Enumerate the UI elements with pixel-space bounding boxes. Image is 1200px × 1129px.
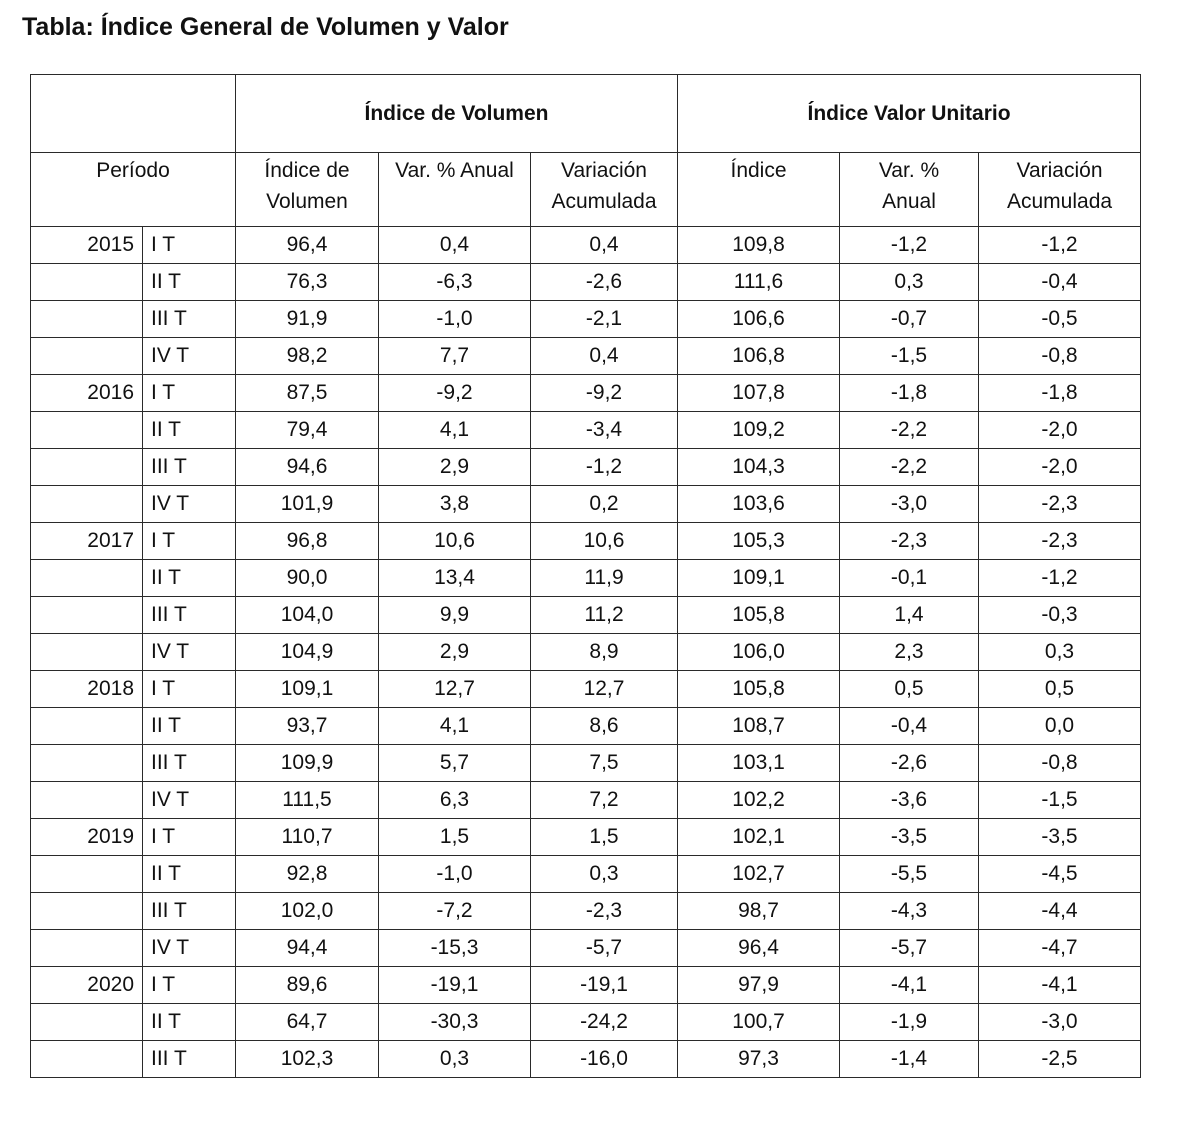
quarter-cell: I T: [143, 819, 236, 856]
vol-var-anual-cell: 3,8: [379, 486, 531, 523]
vol-var-anual-cell: 12,7: [379, 671, 531, 708]
table-row: [31, 412, 1141, 449]
table-row: [31, 597, 1141, 634]
vol-var-anual-cell: -1,0: [379, 856, 531, 893]
column-header-line: Var. %: [878, 159, 940, 182]
vol-var-acum-cell: 1,5: [531, 819, 678, 856]
vol-var-anual-cell: -15,3: [379, 930, 531, 967]
vol-var-anual-cell: 10,6: [379, 523, 531, 560]
year-cell: [31, 597, 143, 634]
quarter-cell: I T: [143, 967, 236, 1004]
quarter-cell: IV T: [143, 634, 236, 671]
vol-indice-cell: 96,8: [236, 523, 379, 560]
group-header-volumen: Índice de Volumen: [236, 75, 678, 153]
val-indice-cell: 106,6: [678, 301, 840, 338]
table-row: [31, 449, 1141, 486]
val-var-acum-cell: -3,0: [979, 1004, 1141, 1041]
table-row: [31, 523, 1141, 560]
quarter-cell: I T: [143, 671, 236, 708]
vol-indice-cell: 109,9: [236, 745, 379, 782]
vol-indice-cell: 64,7: [236, 1004, 379, 1041]
val-indice-cell: 106,8: [678, 338, 840, 375]
table-body: [31, 227, 1141, 1078]
vol-var-anual-cell: 0,3: [379, 1041, 531, 1078]
val-var-anual-cell: -1,5: [840, 338, 979, 375]
val-var-anual-cell: -2,2: [840, 412, 979, 449]
vol-var-acum-cell: -19,1: [531, 967, 678, 1004]
year-cell: [31, 449, 143, 486]
val-var-acum-cell: -1,2: [979, 560, 1141, 597]
vol-indice-cell: 110,7: [236, 819, 379, 856]
table-row: [31, 1004, 1141, 1041]
quarter-cell: IV T: [143, 486, 236, 523]
vol-var-acum-cell: 11,2: [531, 597, 678, 634]
val-indice-cell: 108,7: [678, 708, 840, 745]
val-var-anual-cell: -3,5: [840, 819, 979, 856]
column-header-vol-indice: [236, 153, 379, 227]
val-var-anual-cell: -5,7: [840, 930, 979, 967]
year-cell: [31, 1004, 143, 1041]
group-header-row: [31, 75, 1141, 153]
vol-var-acum-cell: 8,6: [531, 708, 678, 745]
vol-var-anual-cell: 2,9: [379, 634, 531, 671]
column-header-line: Variación: [1016, 159, 1103, 182]
vol-var-anual-cell: -19,1: [379, 967, 531, 1004]
year-cell: [31, 560, 143, 597]
val-var-acum-cell: -2,3: [979, 486, 1141, 523]
val-var-acum-cell: 0,0: [979, 708, 1141, 745]
quarter-cell: IV T: [143, 930, 236, 967]
val-var-anual-cell: 2,3: [840, 634, 979, 671]
table-row: [31, 338, 1141, 375]
val-var-acum-cell: -3,5: [979, 819, 1141, 856]
table-row: [31, 227, 1141, 264]
quarter-cell: I T: [143, 227, 236, 264]
year-cell: [31, 634, 143, 671]
val-var-anual-cell: -1,9: [840, 1004, 979, 1041]
vol-var-acum-cell: -2,6: [531, 264, 678, 301]
vol-indice-cell: 98,2: [236, 338, 379, 375]
val-indice-cell: 109,8: [678, 227, 840, 264]
vol-indice-cell: 87,5: [236, 375, 379, 412]
val-var-anual-cell: -1,4: [840, 1041, 979, 1078]
vol-var-anual-cell: 9,9: [379, 597, 531, 634]
column-header-line: Acumulada: [1006, 190, 1113, 213]
val-indice-cell: 111,6: [678, 264, 840, 301]
vol-var-anual-cell: 2,9: [379, 449, 531, 486]
vol-indice-cell: 94,6: [236, 449, 379, 486]
table-row: [31, 967, 1141, 1004]
year-cell: [31, 301, 143, 338]
val-var-acum-cell: -0,8: [979, 338, 1141, 375]
year-cell: 2015: [31, 227, 143, 264]
val-var-acum-cell: 0,3: [979, 634, 1141, 671]
vol-indice-cell: 79,4: [236, 412, 379, 449]
val-var-anual-cell: -4,1: [840, 967, 979, 1004]
column-header-row: [31, 153, 1141, 227]
quarter-cell: III T: [143, 301, 236, 338]
year-cell: 2019: [31, 819, 143, 856]
year-cell: 2018: [31, 671, 143, 708]
year-cell: [31, 264, 143, 301]
val-var-anual-cell: -3,0: [840, 486, 979, 523]
year-cell: [31, 930, 143, 967]
vol-var-anual-cell: -1,0: [379, 301, 531, 338]
val-var-acum-cell: -2,3: [979, 523, 1141, 560]
quarter-cell: II T: [143, 1004, 236, 1041]
table-row: [31, 819, 1141, 856]
val-var-anual-cell: 0,5: [840, 671, 979, 708]
year-cell: [31, 708, 143, 745]
vol-var-acum-cell: 7,2: [531, 782, 678, 819]
quarter-cell: II T: [143, 560, 236, 597]
val-indice-cell: 107,8: [678, 375, 840, 412]
vol-indice-cell: 76,3: [236, 264, 379, 301]
table-header: [31, 75, 1141, 227]
vol-var-anual-cell: 4,1: [379, 708, 531, 745]
year-cell: [31, 338, 143, 375]
val-var-anual-cell: -0,7: [840, 301, 979, 338]
column-header-vol-var-anual: Var. % Anual: [379, 153, 531, 227]
val-var-acum-cell: -0,8: [979, 745, 1141, 782]
quarter-cell: I T: [143, 523, 236, 560]
quarter-cell: I T: [143, 375, 236, 412]
val-var-anual-cell: -2,2: [840, 449, 979, 486]
vol-indice-cell: 90,0: [236, 560, 379, 597]
table-row: [31, 560, 1141, 597]
table-row: [31, 745, 1141, 782]
quarter-cell: II T: [143, 708, 236, 745]
val-indice-cell: 103,6: [678, 486, 840, 523]
year-cell: [31, 856, 143, 893]
vol-var-acum-cell: 10,6: [531, 523, 678, 560]
vol-var-acum-cell: -3,4: [531, 412, 678, 449]
table-row: [31, 301, 1141, 338]
val-var-acum-cell: -1,8: [979, 375, 1141, 412]
val-var-acum-cell: 0,5: [979, 671, 1141, 708]
vol-var-acum-cell: 12,7: [531, 671, 678, 708]
val-var-acum-cell: -2,0: [979, 449, 1141, 486]
table-row: [31, 893, 1141, 930]
quarter-cell: IV T: [143, 782, 236, 819]
val-var-acum-cell: -0,5: [979, 301, 1141, 338]
vol-indice-cell: 94,4: [236, 930, 379, 967]
vol-var-anual-cell: -7,2: [379, 893, 531, 930]
vol-indice-cell: 111,5: [236, 782, 379, 819]
vol-var-anual-cell: 4,1: [379, 412, 531, 449]
year-cell: [31, 1041, 143, 1078]
val-indice-cell: 97,3: [678, 1041, 840, 1078]
val-var-acum-cell: -4,1: [979, 967, 1141, 1004]
column-header-periodo: Período: [31, 153, 236, 227]
vol-var-acum-cell: -9,2: [531, 375, 678, 412]
quarter-cell: III T: [143, 597, 236, 634]
val-var-anual-cell: -5,5: [840, 856, 979, 893]
val-var-acum-cell: -4,5: [979, 856, 1141, 893]
year-cell: [31, 486, 143, 523]
val-var-anual-cell: 1,4: [840, 597, 979, 634]
val-var-anual-cell: 0,3: [840, 264, 979, 301]
vol-var-acum-cell: -16,0: [531, 1041, 678, 1078]
index-table: [30, 74, 1141, 1078]
table-row: [31, 1041, 1141, 1078]
val-indice-cell: 104,3: [678, 449, 840, 486]
val-var-acum-cell: -4,4: [979, 893, 1141, 930]
year-cell: [31, 782, 143, 819]
val-var-acum-cell: -0,4: [979, 264, 1141, 301]
vol-indice-cell: 93,7: [236, 708, 379, 745]
column-header-line: Índice de: [264, 159, 350, 182]
vol-indice-cell: 96,4: [236, 227, 379, 264]
val-indice-cell: 96,4: [678, 930, 840, 967]
table-row: [31, 930, 1141, 967]
val-indice-cell: 109,2: [678, 412, 840, 449]
vol-var-anual-cell: -30,3: [379, 1004, 531, 1041]
vol-indice-cell: 91,9: [236, 301, 379, 338]
val-var-anual-cell: -4,3: [840, 893, 979, 930]
val-var-anual-cell: -0,1: [840, 560, 979, 597]
year-cell: [31, 745, 143, 782]
val-indice-cell: 106,0: [678, 634, 840, 671]
vol-indice-cell: 102,0: [236, 893, 379, 930]
vol-var-acum-cell: 0,3: [531, 856, 678, 893]
val-indice-cell: 102,2: [678, 782, 840, 819]
quarter-cell: III T: [143, 893, 236, 930]
val-var-anual-cell: -2,3: [840, 523, 979, 560]
val-var-acum-cell: -2,0: [979, 412, 1141, 449]
vol-var-acum-cell: 0,2: [531, 486, 678, 523]
val-var-acum-cell: -2,5: [979, 1041, 1141, 1078]
quarter-cell: II T: [143, 264, 236, 301]
vol-var-acum-cell: -1,2: [531, 449, 678, 486]
val-indice-cell: 105,8: [678, 671, 840, 708]
quarter-cell: II T: [143, 856, 236, 893]
vol-var-anual-cell: 5,7: [379, 745, 531, 782]
vol-indice-cell: 92,8: [236, 856, 379, 893]
val-var-anual-cell: -3,6: [840, 782, 979, 819]
column-header-line: Anual: [882, 190, 936, 213]
column-header-val-indice: Índice: [678, 153, 840, 227]
vol-var-acum-cell: -2,1: [531, 301, 678, 338]
val-var-anual-cell: -2,6: [840, 745, 979, 782]
vol-indice-cell: 104,9: [236, 634, 379, 671]
column-header-val-var-acum: [979, 153, 1141, 227]
val-var-acum-cell: -0,3: [979, 597, 1141, 634]
header-empty-cell: [31, 75, 236, 153]
vol-var-anual-cell: -9,2: [379, 375, 531, 412]
quarter-cell: III T: [143, 449, 236, 486]
val-indice-cell: 105,8: [678, 597, 840, 634]
year-cell: [31, 893, 143, 930]
year-cell: 2020: [31, 967, 143, 1004]
vol-var-acum-cell: 8,9: [531, 634, 678, 671]
val-indice-cell: 98,7: [678, 893, 840, 930]
quarter-cell: II T: [143, 412, 236, 449]
val-indice-cell: 105,3: [678, 523, 840, 560]
year-cell: 2017: [31, 523, 143, 560]
vol-var-anual-cell: 13,4: [379, 560, 531, 597]
vol-var-acum-cell: 7,5: [531, 745, 678, 782]
vol-var-acum-cell: -5,7: [531, 930, 678, 967]
table-row: [31, 856, 1141, 893]
val-var-acum-cell: -4,7: [979, 930, 1141, 967]
table-row: [31, 782, 1141, 819]
vol-var-acum-cell: 11,9: [531, 560, 678, 597]
table-row: [31, 375, 1141, 412]
vol-var-anual-cell: 0,4: [379, 227, 531, 264]
val-indice-cell: 103,1: [678, 745, 840, 782]
table-row: [31, 708, 1141, 745]
vol-var-anual-cell: -6,3: [379, 264, 531, 301]
column-header-line: Acumulada: [551, 190, 657, 213]
vol-indice-cell: 102,3: [236, 1041, 379, 1078]
table-row: [31, 264, 1141, 301]
vol-var-anual-cell: 1,5: [379, 819, 531, 856]
group-header-valor-unitario: Índice Valor Unitario: [678, 75, 1141, 153]
val-indice-cell: 102,1: [678, 819, 840, 856]
vol-indice-cell: 109,1: [236, 671, 379, 708]
page-title: Tabla: Índice General de Volumen y Valor: [22, 13, 509, 41]
vol-var-anual-cell: 6,3: [379, 782, 531, 819]
val-var-anual-cell: -0,4: [840, 708, 979, 745]
vol-indice-cell: 89,6: [236, 967, 379, 1004]
column-header-val-var-anual: [840, 153, 979, 227]
year-cell: [31, 412, 143, 449]
column-header-line: Variación: [561, 159, 647, 182]
vol-var-anual-cell: 7,7: [379, 338, 531, 375]
val-indice-cell: 102,7: [678, 856, 840, 893]
column-header-line: Volumen: [266, 190, 348, 213]
table-row: [31, 671, 1141, 708]
quarter-cell: III T: [143, 745, 236, 782]
val-indice-cell: 100,7: [678, 1004, 840, 1041]
vol-var-acum-cell: 0,4: [531, 338, 678, 375]
table-row: [31, 634, 1141, 671]
val-var-acum-cell: -1,5: [979, 782, 1141, 819]
val-var-acum-cell: -1,2: [979, 227, 1141, 264]
val-indice-cell: 97,9: [678, 967, 840, 1004]
vol-var-acum-cell: -2,3: [531, 893, 678, 930]
quarter-cell: IV T: [143, 338, 236, 375]
vol-var-acum-cell: 0,4: [531, 227, 678, 264]
quarter-cell: III T: [143, 1041, 236, 1078]
table-row: [31, 486, 1141, 523]
val-var-anual-cell: -1,2: [840, 227, 979, 264]
column-header-vol-var-acum: [531, 153, 678, 227]
vol-var-acum-cell: -24,2: [531, 1004, 678, 1041]
val-var-anual-cell: -1,8: [840, 375, 979, 412]
val-indice-cell: 109,1: [678, 560, 840, 597]
vol-indice-cell: 101,9: [236, 486, 379, 523]
year-cell: 2016: [31, 375, 143, 412]
vol-indice-cell: 104,0: [236, 597, 379, 634]
